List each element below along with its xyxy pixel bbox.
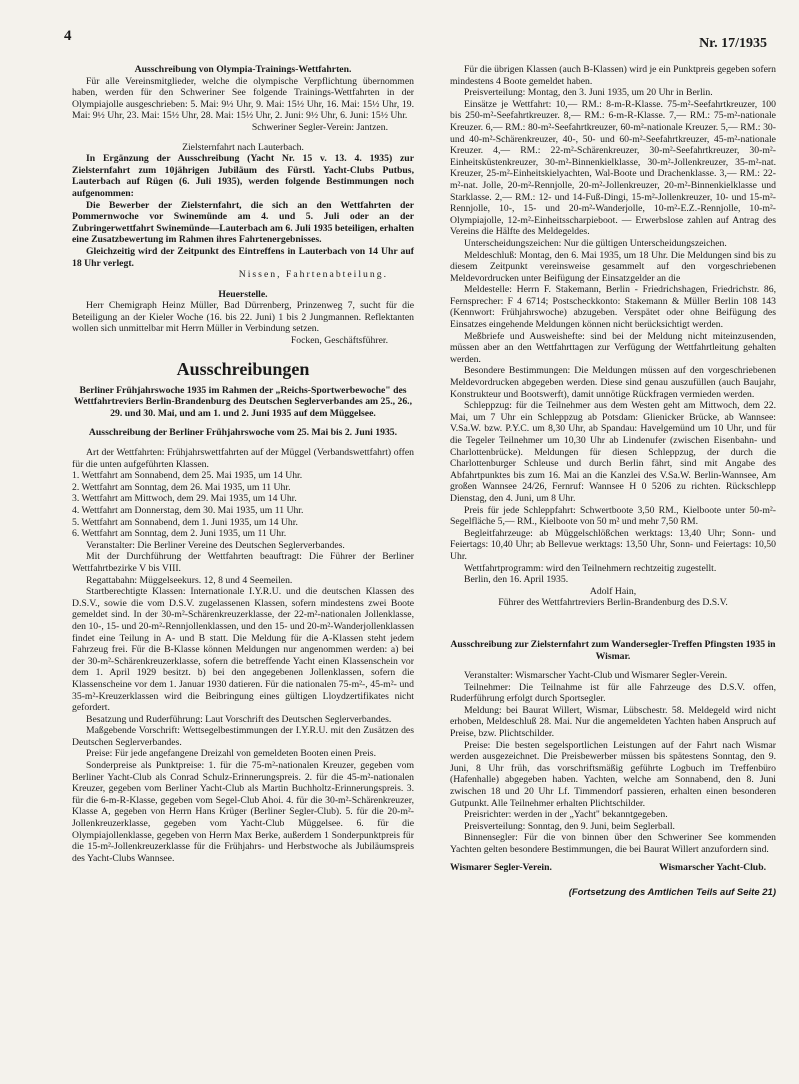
messbriefe: Meßbriefe und Ausweishefte: sind bei der Meldung nicht miteinzusenden, müssen aber an den Wettfahrttagen zur Verfügung der Wettfahrtleitung gehalten werden. [450, 330, 776, 365]
heuer-title: Heuerstelle. [218, 288, 268, 300]
race-item: 3. Wettfahrt am Mittwoch, dem 29. Mai 1935, um 14 Uhr. [72, 493, 297, 505]
meldeschluss: Meldeschluß: Montag, den 6. Mai 1935, um 18 Uhr. Die Meldungen sind bis zu diesem Zeitpunkt vereinsweise gesammelt auf den vorgeschriebenen Meldevordrucken unter Beifügung der Einsatzgelder an die [450, 249, 776, 284]
heuer-signature: Focken, Geschäftsführer. [290, 335, 388, 347]
wismar-signature-right: Wismarscher Yacht-Club. [659, 861, 766, 873]
heuer-body: Herr Chemigraph Heinz Müller, Bad Dürrenberg, Prinzenweg 7, sucht für die Beteiligung an der Kieler Woche (16. bis 22. Juni) 1 bis 2 Jungmannen. Reflektanten wollen sich unmittelbar mit Herrn Müller in Verbindung setzen. [72, 300, 414, 335]
einsaetze: Einsätze je Wettfahrt: 10,— RM.: 8-m-R-Klasse. 75-m²-Seefahrtkreuzer, 100 bis 250-m²-Seefahrtkreuzer. 8,— RM.: 6-m-R-Klasse. 7,— RM.: 75-m²-nationale Kreuzer. 6,— RM.: 80-m²-Seefahrtkreuzer, 60-m²-nationale Kreuzer. 5,— RM.: 30- und 40-m²-Schärenkreuzer, 40-, 50- und 60-m²-Seefahrtkreuzer, 45-m²-nationale Kreuzer. 4,— RM.: 22-m²-Schärenkreuzer, 30-m²-Seefahrtkreuzer, 30-m²-Einheitsküstenkreuzer, 30-m²-Binnenkielklasse, 30-m²-Jollenkreuzer, 35-m²-nat. Kreuzer, 25-m²-Einheitskielyachten, Wal-Boote und Drachenklasse. 3,— RM.: 22-m²-nat. Jolle, 20-m²-Rennjolle, 20-m²-Jollenkreuzer, 20-m²-Binnenkielklasse und Starklasse. 2,— RM.: 12- und 14-Fuß-Dingi, 15-m²-Jollenkreuzer, 10- und 15-m²-Rennjolle, 10-, 15- und 20-m²-Wanderjolle, 10-m²-E.Z.-Rennjolle, 10-m²-Olympiajolle, 12-m²-Einheitsscharpieboot. — Erwerbslose zahlen auf Antrag des Vereins die Hälfte des Meldegeldes. [450, 98, 776, 238]
wismar-preisrichter: Preisrichter: werden in der „Yacht" bekanntgegeben. [464, 809, 668, 821]
issue-number: Nr. 17/1935 [699, 36, 767, 51]
besatzung: Besatzung und Ruderführung: Laut Vorschrift des Deutschen Seglerverbandes. [86, 713, 392, 725]
wettfahrtprogramm: Wettfahrtprogramm: wird den Teilnehmern rechtzeitig zugestellt. [464, 562, 717, 574]
fruehjahrswoche-title: Berliner Frühjahrswoche 1935 im Rahmen der „Reichs-Sportwerbewoche" des Wettfahrtreviers Berlin-Brandenburg des Deutschen Seglerverbandes am 25., 26., 29. und 30. Mai, und am 1. und 2. Juni 1935 auf dem Müggelsee. [73, 384, 413, 419]
wismar-signatures [450, 862, 776, 874]
wismar-veranstalter: Veranstalter: Wismarscher Yacht-Club und Wismarer Segler-Verein. [464, 670, 728, 682]
ziel-signature: Nissen, Fahrtenabteilung. [238, 269, 388, 281]
art-der-wettfahrten: Art der Wettfahrten: Frühjahrswettfahrten auf der Müggel (Verbandswettfahrt) offen für die unten aufgeführten Klassen. [72, 447, 414, 470]
regattabahn: Regattabahn: Müggelseekurs. 12, 8 und 4 Seemeilen. [86, 574, 293, 586]
wismar-binnensegler: Binnensegler: Für die von binnen über den Schweriner See kommenden Yachten gelten besondere Bestimmungen, die bei Baurat Willert anzufordern sind. [450, 832, 776, 855]
continuation-note: (Fortsetzung des Amtlichen Teils auf Seite 21) [568, 887, 776, 899]
startberechtigte-klassen: Startberechtigte Klassen: Internationale I.Y.R.U. und die deutschen Klassen des D.S.V., sowie die vom D.S.V. zugelassenen Klassen, sofern mindestens zwei Boote gemeldet sind. In der 30-m²-Schärenkreuzerklasse, der 22-m²-nationalen Jollenklasse, den 10-, 15- und 20-m²-Rennjollenklassen, und den 15- und 20-m²-Wanderjollenklassen findet eine Teilung in A- und B statt. Die Meldung für die A-Klassen steht jedem Fahrzeug frei. Für die B-Klasse können Meldungen nur angenommen werden: a) bei der 30-m²-Schärenkreuzerklasse, sofern die betreffende Yacht einen Klassenschein vor dem 1. April 1929 besitzt. b) bei den angegebenen Jollenklassen, sofern die Klassenscheine vor dem 1. Januar 1930 datieren. Für die nationalen 75-m²-, 45-m²- und 35-m²-Kreuzerklassen wird die Beibringung eines gültigen Lloydzertifikates nicht gefordert. [72, 586, 414, 714]
preis-schleppfahrt: Preis für jede Schleppfahrt: Schwertboote 3,50 RM., Kielboote unter 50-m²-Segelfläche 5,— RM., Kielboote von 50 m² und mehr 7,50 RM. [450, 504, 776, 528]
right-column [450, 64, 776, 899]
ziel-paragraph-1: In Ergänzung der Ausschreibung (Yacht Nr. 15 v. 13. 4. 1935) zur Zielsternfahrt zum 10jährigen Jubiläum des Fürstl. Yacht-Clubs Putbus, Lauterbach auf Rügen (6. Juli 1935), werden folgende Bestimmungen noch aufgenommen: [72, 153, 414, 199]
wismar-meldung: Meldung: bei Baurat Willert, Wismar, Lübschestr. 58. Meldegeld wird nicht erhoben, Meldeschluß 28. Mai. Nur die angemeldeten Yachten haben Anspruch auf Preise, bzw. Plichtschilder. [450, 704, 776, 740]
page-number: 4 [64, 28, 72, 44]
race-item: 1. Wettfahrt am Sonnabend, dem 25. Mai 1935, um 14 Uhr. [72, 470, 303, 482]
signature-role: Führer des Wettfahrtreviers Berlin-Brandenburg des D.S.V. [498, 597, 728, 609]
meldestelle: Meldestelle: Herrn F. Stakemann, Berlin - Friedrichshagen, Friedrichstr. 86, Fernsprecher: F 4 6714; Postscheckkonto: Stakemann & Müller Berlin 108 143 (Kennwort: Frühjahrswoche) abzugeben. Verspätet oder ohne Beifügung des Einsatzes eingehende Meldungen können nicht berücksichtigt werden. [450, 284, 776, 331]
wismar-title: Ausschreibung zur Zielsternfahrt zum Wandersegler-Treffen Pfingsten 1935 in Wismar. [450, 638, 776, 662]
wismar-preise: Preise: Die besten segelsportlichen Leistungen auf der Fahrt nach Wismar werden ausgezeichnet. Die Preisbewerber müssen bis spätestens Sonntag, den 9. Juni, 8 Uhr früh, das vorschriftsmäßig geführte Logbuch im Treffenbüro (Hafenhalle) abgegeben haben. Yachten, welche am Sonnabend, den 8. Juni zwischen 18 und 20 Uhr Lf. Timmendorf passieren, erhalten einen besonderen Gutpunkt. Alle Teilnehmer erhalten Plichtschilder. [450, 739, 776, 809]
fruehjahrswoche-subtitle: Ausschreibung der Berliner Frühjahrswoche vom 25. Mai bis 2. Juni 1935. [88, 427, 398, 439]
begleitfahrzeuge: Begleitfahrzeuge: ab Müggelschlößchen werktags: 13,40 Uhr; Sonn- und Feiertags: 10,40 Uhr; ab Bellevue werktags: 13,50 Uhr, Sonn- und Feiertags: 10,50 Uhr. [450, 527, 776, 562]
left-column [72, 64, 414, 864]
ziel-title: Zielsternfahrt nach Lauterbach. [182, 141, 304, 153]
sonderpreise: Sonderpreise als Punktpreise: 1. für die 75-m²-nationalen Kreuzer, gegeben vom Berliner Yacht-Club als Conrad Schulz-Erinnerungspreis. 2. für die 45-m²-nationalen Kreuzer, gegeben vom Berliner Yacht-Club als Martin Buchholtz-Erinnerungspreis. 3. für die 6-m-R-Klasse, gegeben vom Segel-Club Ahoi. 4. für die 30-m²-Schärenkreuzer, Klasse A, gegeben von Herrn Hans Krüger (Berliner Segler-Club). 5. für die 20-m²-Jollenkreuzerklasse, gegeben vom Yacht-Club Müggelsee. 6. für die Olympiajollenklasse, gegeben von Herrn Max Berke, außerdem 1 Sonderpunktpreis für die 15-m²-Jollenkreuzerklasse für die Frühjahrs- und Herbstwoche als Jubiläumspreis des Yacht-Clubs Wannsee. [72, 760, 414, 864]
schleppzug: Schleppzug: für die Teilnehmer aus dem Westen geht am Mittwoch, dem 22. Mai, um 7 Uhr ein Schleppzug ab Potsdam: Glienicker Brücke, ab Wannsee: V.Sa.W. bzw. P.Y.C. um 8,30 Uhr, ab Spandau: Havelgemünd um 10 Uhr, und für die Tegeler Teilnehmer um 10,30 Uhr ab Lindenufer (zwischen Eisenbahn- und Charlottenbrücke). Meldungen für diesen Schleppzug, der durch die Charlottenburger Schleuse und durch Berlin fährt, sind mit Angabe des Abfahrtpunktes bis zum 16. Mai an die Kanzlei des V.Sa.W. Berlin-Wannsee, Am großen Wannsee 24/26, Fernruf: Wannsee H 0 5206 zu richten. Rückschlepp Dienstag, den 4. Juni, um 8 Uhr. [450, 400, 776, 504]
preisverteilung: Preisverteilung: Montag, den 3. Juni 1935, um 20 Uhr in Berlin. [464, 87, 713, 99]
dateline: Berlin, den 16. April 1935. [464, 574, 569, 586]
massgebende-vorschrift: Maßgebende Vorschrift: Wettsegelbestimmungen der I.Y.R.U. mit den Zusätzen des Deutschen Seglerverbandes. [72, 725, 414, 748]
race-list [72, 470, 414, 540]
race-item: 5. Wettfahrt am Sonnabend, dem 1. Juni 1935, um 14 Uhr. [72, 516, 298, 528]
ziel-paragraph-2: Die Bewerber der Zielsternfahrt, die sich an den Wettfahrten der Pommernwoche vor Swinemünde am 4. und 5. Juli oder an der Zubringerwettfahrt Swinemünde—Lauterbach am 6. Juli 1935 beteiligen, erhalten eine Zusatzbewertung im Rahmen ihres Fahrtenergebnisses. [72, 199, 415, 246]
durchfuehrung: Mit der Durchführung der Wettfahrten beauftragt: Die Führer der Berliner Wettfahrtbezirke V bis VIII. [72, 551, 414, 574]
wismar-signature-left: Wismarer Segler-Verein. [450, 861, 552, 873]
race-item: 6. Wettfahrt am Sonntag, dem 2. Juni 1935, um 11 Uhr. [72, 528, 287, 540]
unterscheidungszeichen: Unterscheidungszeichen: Nur die gültigen Unterscheidungszeichen. [464, 237, 727, 249]
besondere-bestimmungen: Besondere Bestimmungen: Die Meldungen müssen auf den vorgeschriebenen Meldevordrucken abgegeben werden. Diese sind genau auszufüllen (auch Baujahr, Konstrukteur und Bootswerft), damit unnötige Rückfragen vermieden werden. [450, 365, 776, 400]
veranstalter: Veranstalter: Die Berliner Vereine des Deutschen Seglerverbandes. [86, 539, 345, 551]
wismar-teilnehmer: Teilnehmer: Die Teilnahme ist für alle Fahrzeuge des D.S.V. offen, Ruderführung erfolgt durch Sportsegler. [450, 681, 776, 705]
section-heading: Ausschreibungen [176, 358, 310, 379]
olympia-signature: Schweriner Segler-Verein: Jantzen. [251, 121, 388, 133]
signature-name: Adolf Hain, [589, 585, 637, 597]
race-item: 4. Wettfahrt am Donnerstag, dem 30. Mai 1935, um 11 Uhr. [72, 505, 304, 516]
race-item: 2. Wettfahrt am Sonntag, dem 26. Mai 1935, um 11 Uhr. [72, 481, 291, 493]
preise: Preise: Für jede angefangene Dreizahl von gemeldeten Booten einen Preis. [86, 748, 376, 760]
olympia-body: Für alle Vereinsmitglieder, welche die olympische Verpflichtung übernommen haben, werden für den Schweriner See folgende Trainings-Wettfahrten in der Olympiajolle ausgeschrieben: 5. Mai: 9½ Uhr, 9. Mai: 15½ Uhr, 16. Mai: 15½ Uhr, 19. Mai: 9½ Uhr, 23. Mai: 15½ Uhr, 28. Mai: 15½ Uhr, 2. Juni: 9½ Uhr, 6. Juni: 15½ Uhr. [72, 75, 414, 122]
uebrige-klassen: Für die übrigen Klassen (auch B-Klassen) wird je ein Punktpreis gegeben sofern mindestens 4 Boote gemeldet haben. [450, 64, 776, 87]
wismar-preisverteilung: Preisverteilung: Sonntag, den 9. Juni, beim Seglerball. [464, 820, 675, 832]
olympia-title: Ausschreibung von Olympia-Trainings-Wettfahrten. [134, 64, 352, 75]
ziel-paragraph-3: Gleichzeitig wird der Zeitpunkt des Eintreffens in Lauterbach von 14 Uhr auf 18 Uhr verlegt. [72, 245, 414, 269]
